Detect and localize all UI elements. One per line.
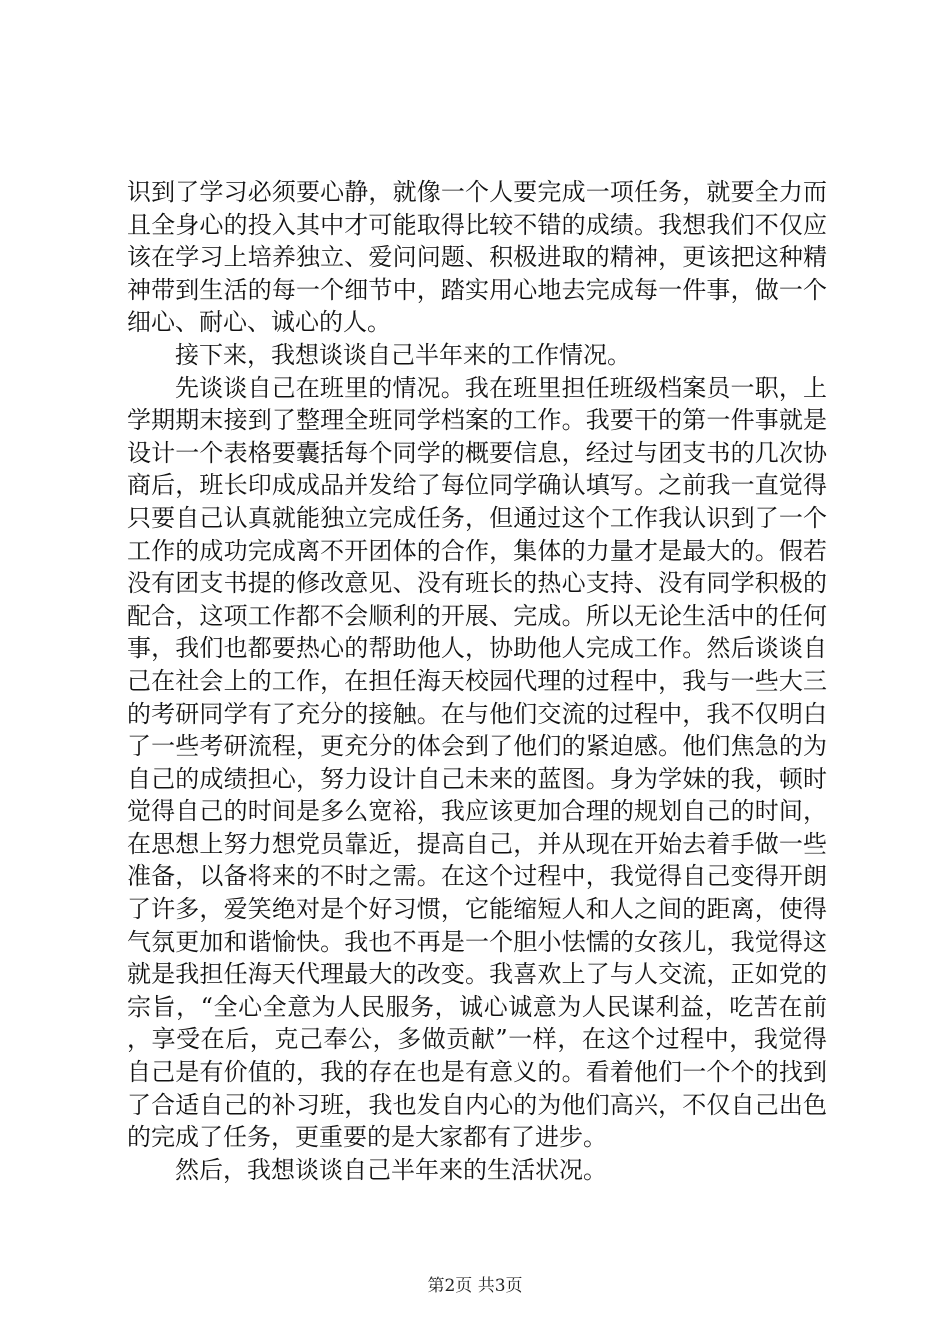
paragraph-continued: 识到了学习必须要心静，就像一个人要完成一项任务，就要全力而且全身心的投入其中才可能取得比较不错的成绩。我想我们不仅应该在学习上培养独立、爱问问题、积极进取的精神，更该把这种精神带到生活的每一个细节中，踏实用心地去完成每一件事，做一个细心、耐心、诚心的人。 bbox=[127, 178, 827, 337]
document-body bbox=[127, 176, 827, 1186]
paragraph-work-intro: 接下来，我想谈谈自己半年来的工作情况。 bbox=[175, 340, 631, 369]
paragraph-work-details: 先谈谈自己在班里的情况。我在班里担任班级档案员一职，上学期期末接到了整理全班同学档案的工作。我要干的第一件事就是设计一个表格要囊括每个同学的概要信息，经过与团支书的几次协商后，班长印成成品并发给了每位同学确认填写。之前我一直觉得只要自己认真就能独立完成任务，但通过这个工作我认识到了一个工作的成功完成离不开团体的合作，集体的力量才是最大的。假若没有团支书提的修改意见、没有班长的热心支持、没有同学积极的配合，这项工作都不会顺利的开展、完成。所以无论生活中的任何事，我们也都要热心的帮助他人，协助他人完成工作。然后谈谈自己在社会上的工作，在担任海天校园代理的过程中，我与一些大三的考研同学有了充分的接触。在与他们交流的过程中，我不仅明白了一些考研流程，更充分的体会到了他们的紧迫感。他们焦急的为自己的成绩担心，努力设计自己未来的蓝图。身为学妹的我，顿时觉得自己的时间是多么宽裕，我应该更加合理的规划自己的时间，在思想上努力想党员靠近，提高自己，并从现在开始去着手做一些准备，以备将来的不时之需。在这个过程中，我觉得自己变得开朗了许多，爱笑绝对是个好习惯，它能缩短人和人之间的距离，使得气氛更加和谐愉快。我也不再是一个胆小怯懦的女孩儿，我觉得这就是我担任海天代理最大的改变。我喜欢上了与人交流，正如党的宗旨，“全心全意为人民服务，诚心诚意为人民谋利益，吃苦在前，享受在后，克己奉公，多做贡献”一样，在这个过程中，我觉得自己是有价值的，我的存在也是有意义的。看着他们一个个的找到了合适自己的补习班，我也发自内心的为他们高兴，不仅自己出色的完成了任务，更重要的是大家都有了进步。 bbox=[127, 373, 827, 1152]
page-number-footer: 第2页 共3页 bbox=[427, 1276, 523, 1296]
paragraph-life-intro: 然后，我想谈谈自己半年来的生活状况。 bbox=[175, 1155, 607, 1184]
